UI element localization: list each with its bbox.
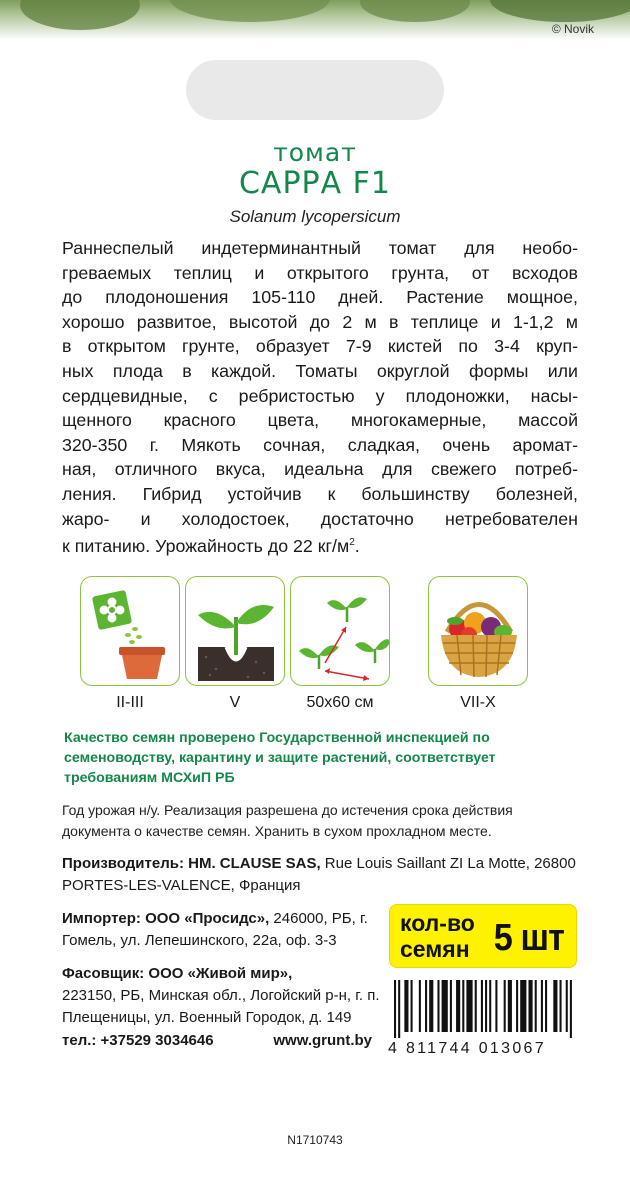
importer-info <box>62 908 382 952</box>
packet-window <box>186 60 444 120</box>
barcode-bar <box>429 980 433 1032</box>
barcode-bar <box>566 980 568 1032</box>
seedling-icon <box>185 576 285 686</box>
top-photo-strip <box>0 0 630 40</box>
barcode-bar <box>516 980 518 1032</box>
barcode-bar <box>485 980 487 1032</box>
storage-note: Год урожая н/у. Реализация разрешена до истечения срока действия документа о качестве семян. Хранить в сухом прохладном месте. <box>62 802 513 839</box>
description <box>62 236 578 559</box>
barcode-bar <box>481 980 483 1032</box>
barcode-bar <box>437 980 439 1032</box>
packer-label: Фасовщик: ООО «Живой мир», <box>62 965 293 982</box>
barcode-bar <box>528 980 532 1032</box>
contacts <box>62 1032 372 1049</box>
description-line: хорошо развитое, высотой до 2 м в теплице и 1-1,2 м <box>62 311 578 332</box>
barcode <box>388 980 580 1038</box>
barcode-digits: 4 811744 013067 <box>388 1040 546 1057</box>
sowing-icon <box>80 576 180 686</box>
seed-quantity-badge <box>389 904 577 968</box>
harvest-caption: VII-X <box>460 694 496 711</box>
quantity-value: 5 шт <box>493 917 564 959</box>
barcode-bar <box>508 980 512 1032</box>
description-line: сердцевидные, с ребристостью у плодоножки, насы- <box>62 385 578 406</box>
importer-address: 246000, РБ, г. Гомель, ул. Лепешинского, 22а, оф. 3-3 <box>62 910 368 949</box>
description-line: щенного красного цвета, многокамерные, массой <box>62 410 578 431</box>
producer-label: Производитель: HM. CLAUSE SAS, <box>62 855 321 872</box>
barcode-bar <box>489 980 491 1032</box>
phone-number: тел.: +37529 3034646 <box>62 1032 214 1049</box>
planting-scheme-caption: 50х60 см <box>306 694 374 711</box>
description-line: до плодоношения 105-110 дней. Растение мощное, <box>62 287 578 308</box>
latin-name: Solanum lycopersicum <box>229 207 401 226</box>
barcode-bar <box>450 980 452 1032</box>
barcode-bar <box>398 980 400 1038</box>
barcode-bar <box>394 980 396 1038</box>
planting-scheme-icon <box>290 576 390 686</box>
producer-info <box>62 853 582 897</box>
barcode-bar <box>520 980 526 1032</box>
sowing-caption: II-III <box>116 694 144 711</box>
barcode-bar <box>462 980 464 1032</box>
variety-name: САРРА F1 <box>238 166 392 201</box>
barcode-bar <box>466 980 472 1032</box>
description-line: 320-350 г. Мякоть сочная, сладкая, очень аромат- <box>62 434 578 455</box>
seedling-caption: V <box>229 694 241 711</box>
barcode-bar <box>541 980 543 1032</box>
importer-label: Импортер: ООО «Просидс», <box>62 910 270 927</box>
barcode-bar <box>570 980 572 1038</box>
description-last-line: к питанию. Урожайность до 22 $кг/м^2$. <box>62 536 360 557</box>
quantity-label: кол-во семян <box>400 910 475 962</box>
description-line: ных плода в каждой. Томаты округлой формы или <box>62 360 578 381</box>
website-link: www.grunt.by <box>273 1032 372 1049</box>
barcode-bar <box>560 980 562 1032</box>
barcode-bar <box>425 980 427 1032</box>
barcode-bar <box>442 980 448 1032</box>
copyright-text: © Novik <box>551 22 594 36</box>
barcode-bar <box>535 980 537 1032</box>
description-line: в открытом грунте, образует 7-9 кистей по 3-4 круп- <box>62 336 578 357</box>
description-line: греваемых теплиц и открытого грунта, от всходов <box>62 262 578 283</box>
description-line: ная, отличного вкуса, идеальна для свежего потреб- <box>62 459 578 480</box>
packer-info <box>62 963 392 1029</box>
barcode-bar <box>475 980 477 1032</box>
producer-address: Rue Louis Saillant ZI La Motte, 26800 PORTES-LES-VALENCE, Франция <box>62 855 576 894</box>
description-line: ления. Гибрид устойчив к большинству болезней, <box>62 483 578 504</box>
barcode-bar <box>545 980 547 1032</box>
barcode-bar <box>553 980 557 1032</box>
harvest-basket-icon <box>428 576 528 686</box>
growing-calendar-icons <box>80 576 556 716</box>
barcode-bar <box>404 980 408 1032</box>
barcode-bar <box>495 980 497 1032</box>
barcode-bar <box>419 980 421 1032</box>
barcode-bar <box>504 980 506 1032</box>
product-code: N1710743 <box>287 1133 343 1147</box>
quality-statement: Качество семян проверено Государственной инспекцией по семеноводству, карантину и защите растений, соответствует требованиям МСХиП РБ <box>64 730 496 786</box>
barcode-bar <box>411 980 413 1032</box>
packer-address: 223150, РБ, Минская обл., Логойский р-н, г. п. Плещеницы, ул. Военный Городок, д. 149 <box>62 987 380 1026</box>
crop-name: томат <box>273 138 357 167</box>
description-line: Раннеспелый индетерминантный томат для необо- <box>62 238 578 258</box>
description-line: жаро- и холодостоек, достаточно нетребователен <box>62 508 578 529</box>
barcode-bar <box>456 980 460 1032</box>
